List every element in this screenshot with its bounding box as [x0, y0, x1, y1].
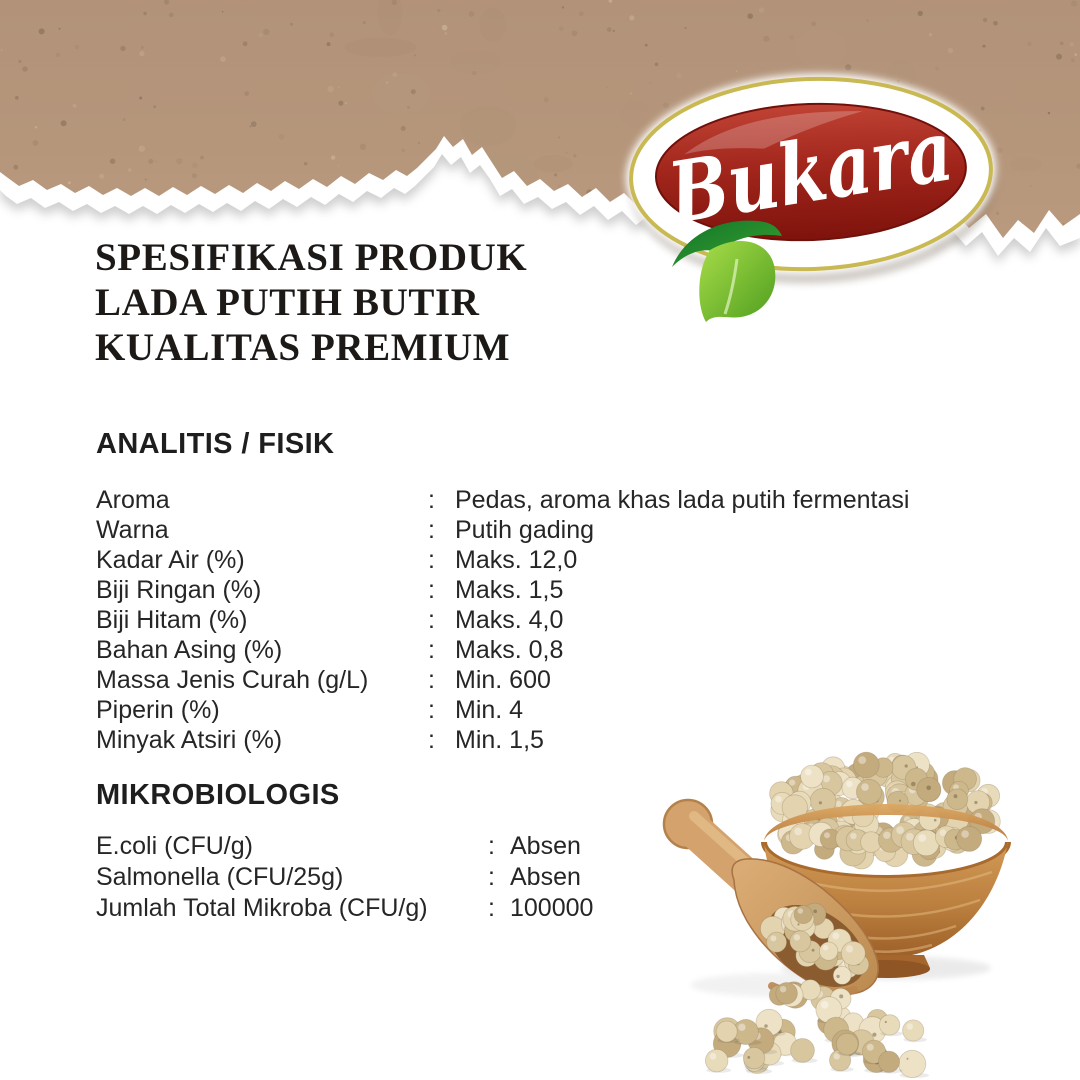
spec-colon: : — [488, 863, 495, 891]
spec-value: 100000 — [510, 894, 594, 922]
title-line-1: SPESIFIKASI PRODUK — [95, 236, 528, 279]
spec-value: Maks. 1,5 — [455, 576, 564, 604]
spec-colon: : — [428, 546, 435, 574]
spec-label: Aroma — [96, 486, 170, 514]
spec-colon: : — [488, 894, 495, 922]
spec-label: Kadar Air (%) — [96, 546, 245, 574]
brand-logo-text: Bukara — [662, 91, 1015, 243]
spec-colon: : — [428, 516, 435, 544]
spec-value: Putih gading — [455, 516, 595, 544]
brand-logo-graphic — [615, 55, 1015, 355]
title-line-2: LADA PUTIH BUTIR — [95, 281, 480, 324]
spec-value: Maks. 0,8 — [455, 636, 564, 664]
spec-value: Pedas, aroma khas lada putih fermentasi — [455, 486, 910, 514]
spec-colon: : — [428, 696, 435, 724]
spec-value: Maks. 4,0 — [455, 606, 564, 634]
spec-row-piperin — [96, 695, 1016, 725]
spec-label: Biji Hitam (%) — [96, 606, 248, 634]
spec-value: Min. 1,5 — [455, 726, 544, 754]
spec-colon: : — [428, 726, 435, 754]
spec-label: Warna — [96, 516, 169, 544]
spec-row-kadar-air — [96, 545, 1016, 575]
spec-value: Min. 4 — [455, 696, 524, 724]
spec-row-bahan-asing — [96, 635, 1016, 665]
spec-label: Salmonella (CFU/25g) — [96, 863, 344, 891]
spec-colon: : — [428, 606, 435, 634]
brand-logo — [615, 55, 1015, 355]
spec-label: Bahan Asing (%) — [96, 636, 283, 664]
spec-label: E.coli (CFU/g) — [96, 832, 253, 860]
spec-row-biji-ringan — [96, 575, 1016, 605]
spec-colon: : — [428, 576, 435, 604]
spec-label: Biji Ringan (%) — [96, 576, 262, 604]
spec-row-warna — [96, 515, 1016, 545]
spec-label: Massa Jenis Curah (g/L) — [96, 666, 369, 694]
analitis-fisik-table — [96, 485, 1016, 755]
spec-value: Absen — [510, 832, 581, 860]
spec-row-aroma — [96, 485, 1016, 515]
spec-value: Maks. 12,0 — [455, 546, 578, 574]
section-heading-analitis-fisik: ANALITIS / FISIK — [96, 428, 335, 460]
title-line-3: KUALITAS PREMIUM — [95, 326, 511, 369]
spec-colon: : — [428, 486, 435, 514]
spec-colon: : — [428, 666, 435, 694]
spec-label: Minyak Atsiri (%) — [96, 726, 283, 754]
spec-colon: : — [428, 636, 435, 664]
pepper-bowl-photo — [630, 750, 1080, 1080]
spec-value: Min. 600 — [455, 666, 551, 694]
spec-label: Piperin (%) — [96, 696, 220, 724]
spec-row-biji-hitam — [96, 605, 1016, 635]
spec-value: Absen — [510, 863, 581, 891]
spec-colon: : — [488, 832, 495, 860]
page-title — [95, 235, 527, 370]
pepper-bowl-graphic — [630, 750, 1080, 1080]
spec-label: Jumlah Total Mikroba (CFU/g) — [96, 894, 428, 922]
spec-row-massa-jenis-curah — [96, 665, 1016, 695]
section-heading-mikrobiologis: MIKROBIOLOGIS — [96, 779, 340, 811]
